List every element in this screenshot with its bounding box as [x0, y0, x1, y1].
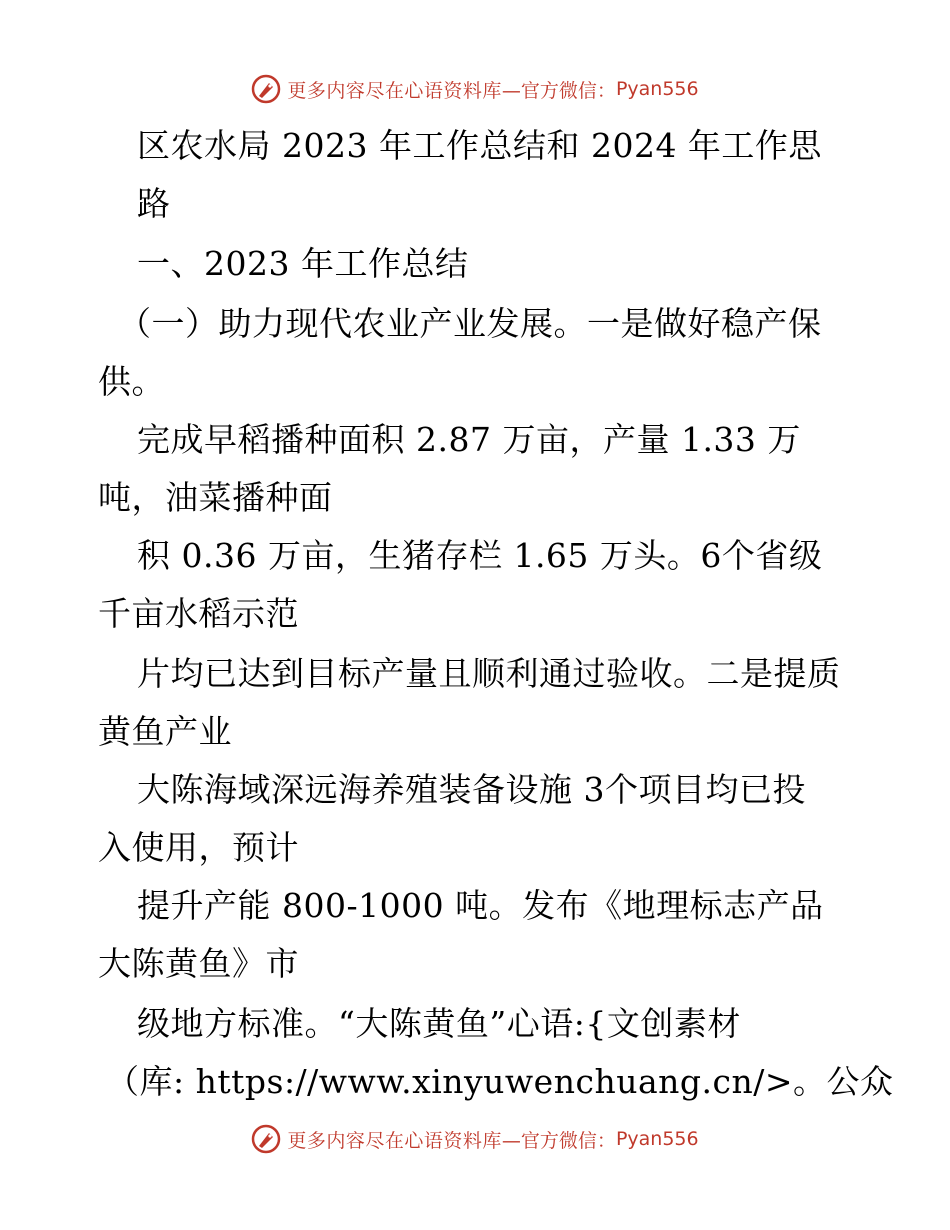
watermark-wechat-id: Pyan556 — [615, 1128, 699, 1150]
document-title-line-2: 路 — [137, 184, 171, 223]
footer-watermark — [0, 1124, 950, 1154]
watermark-brand: 更多内容尽在心语资料库 — [287, 79, 502, 102]
paragraph-line: 大陈海域深远海养殖装备设施 3个项目均已投 — [137, 770, 806, 809]
paragraph-line: 吨，油菜播种面 — [98, 478, 333, 517]
header-watermark — [0, 74, 950, 104]
paragraph-line: 级地方标准。“大陈黄鱼”心语:{文创素材 — [137, 1004, 741, 1043]
paragraph-line: （一）助力现代农业产业发展。一是做好稳产保 — [118, 304, 822, 343]
paragraph-line: （库: https://www.xinyuwenchuang.cn/>。公众 — [106, 1062, 894, 1101]
watermark-separator: —官方微信： — [501, 79, 616, 102]
watermark-brand: 更多内容尽在心语资料库 — [287, 1129, 502, 1152]
document-title-line-1: 区农水局 2023 年工作总结和 2024 年工作思 — [137, 126, 822, 165]
paragraph-line: 千亩水稻示范 — [98, 594, 299, 633]
paragraph-line: 提升产能 800-1000 吨。发布《地理标志产品 — [137, 886, 824, 925]
paragraph-line: 入使用，预计 — [98, 828, 299, 867]
paragraph-line: 积 0.36 万亩，生猪存栏 1.65 万头。6个省级 — [137, 536, 823, 575]
watermark-wechat-id: Pyan556 — [615, 78, 699, 100]
section-heading: 一、2023 年工作总结 — [137, 244, 469, 283]
paragraph-line: 供。 — [98, 362, 165, 401]
pen-nib-logo-icon — [251, 74, 281, 104]
watermark-separator: —官方微信： — [501, 1129, 616, 1152]
pen-nib-logo-icon — [251, 1124, 281, 1154]
paragraph-line: 片均已达到目标产量且顺利通过验收。二是提质 — [137, 654, 841, 693]
paragraph-line: 黄鱼产业 — [98, 712, 232, 751]
paragraph-line: 完成早稻播种面积 2.87 万亩，产量 1.33 万 — [137, 420, 801, 459]
paragraph-line: 大陈黄鱼》市 — [98, 944, 299, 983]
